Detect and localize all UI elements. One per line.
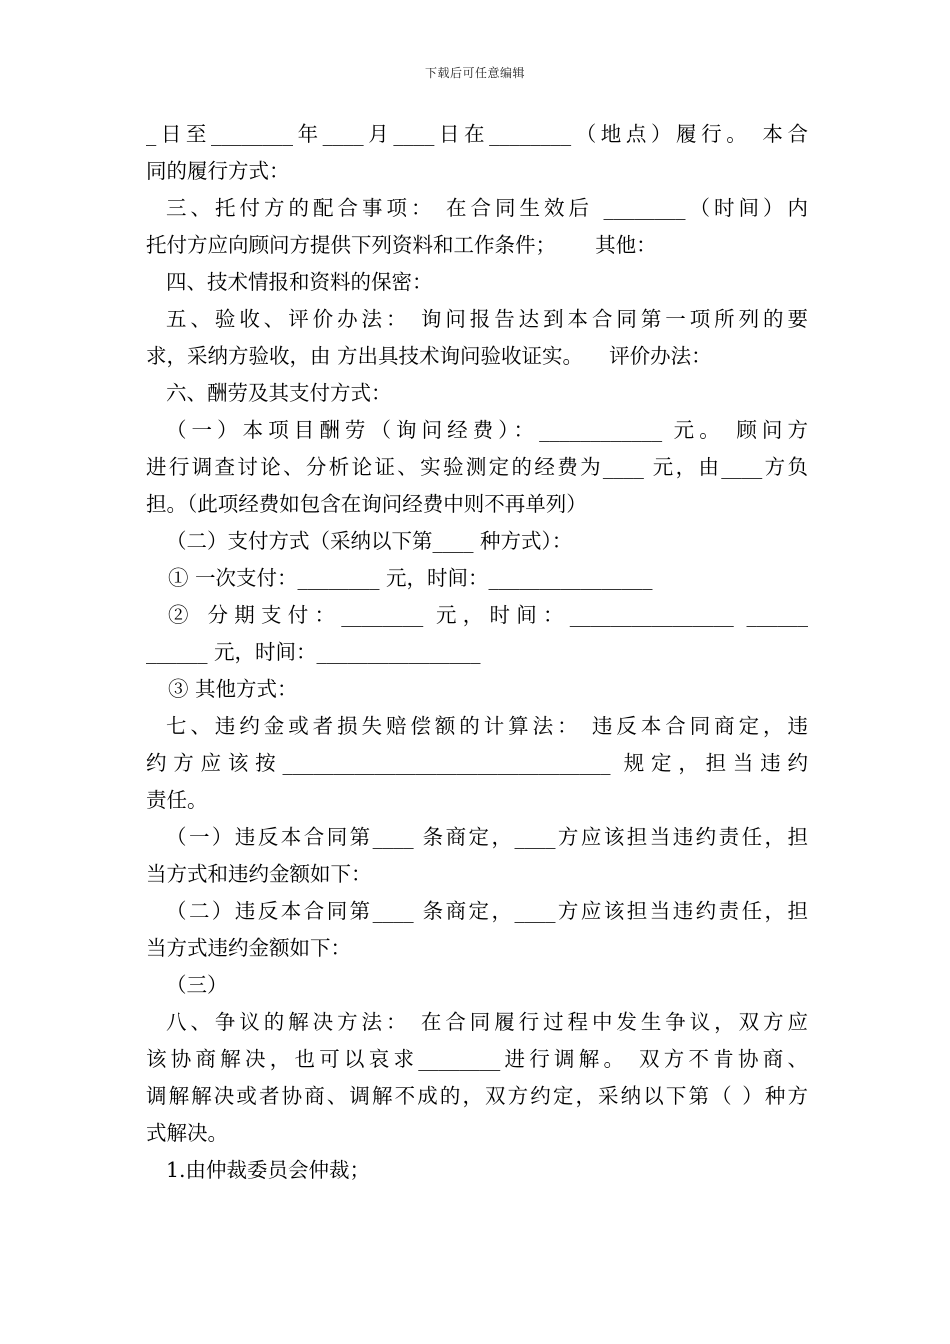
text-line: 四、技术情报和资料的保密： (166, 270, 433, 294)
text-line: （一）本项目酬劳（询问经费）：____________ 元。 顾问方 (166, 418, 808, 442)
text-line: 求，采纳方验收，由 方出具技术询问验收证实。 评价办法： (146, 344, 712, 368)
text-line: 进行调查讨论、分析论证、实验测定的经费为____ 元，由____方负 (146, 455, 808, 479)
text-line: ______ 元，时间：________________ (146, 640, 481, 664)
text-line: 托付方应向顾问方提供下列资料和工作条件； 其他： (146, 233, 657, 257)
text-line: ② 分期支付：________ 元，时间：________________ ______ (168, 603, 808, 627)
text-line: 六、酬劳及其支付方式： (166, 381, 392, 405)
document-body (146, 116, 808, 1189)
text-line: 调解解决或者协商、调解不成的，双方约定，采纳以下第（ ）种方 (146, 1084, 808, 1108)
text-line: （二）支付方式（采纳以下第____ 种方式）： (166, 529, 573, 553)
text-line: 该协商解决，也可以哀求________进行调解。 双方不肯协商、 (146, 1047, 808, 1071)
text-line: 三、托付方的配合事项： 在合同生效后 ________（时间）内 (166, 196, 808, 220)
text-line: ③ 其他方式： (168, 677, 298, 701)
text-line: 1.由仲裁委员会仲裁； (166, 1158, 371, 1182)
text-line: （一）违反本合同第____ 条商定，____方应该担当违约责任，担 (166, 825, 808, 849)
text-line: 七、违约金或者损失赔偿额的计算法： 违反本合同商定，违 (166, 714, 808, 738)
text-line: （二）违反本合同第____ 条商定，____方应该担当违约责任，担 (166, 899, 808, 923)
text-line: 约方应该按________________________________ 规定，担当违约 (146, 751, 808, 775)
text-line: 当方式违约金额如下： (146, 936, 351, 960)
text-line: 担。（此项经费如包含在询问经费中则不再单列） (146, 492, 587, 516)
page-header: 下载后可任意编辑 (424, 66, 525, 80)
text-line: 责任。 (146, 788, 208, 812)
text-line: 式解决。 (146, 1121, 228, 1145)
text-line: （三） (166, 973, 228, 997)
text-line: 当方式和违约金额如下： (146, 862, 372, 886)
text-line: _日至________年____月____日在________（地点）履行。 本合 (146, 122, 808, 146)
text-line: 同的履行方式： (146, 159, 290, 183)
text-line: ① 一次支付：________ 元，时间：________________ (168, 566, 653, 590)
text-line: 五、验收、评价办法： 询问报告达到本合同第一项所列的要 (166, 307, 808, 331)
text-line: 八、争议的解决方法： 在合同履行过程中发生争议，双方应 (166, 1010, 808, 1034)
